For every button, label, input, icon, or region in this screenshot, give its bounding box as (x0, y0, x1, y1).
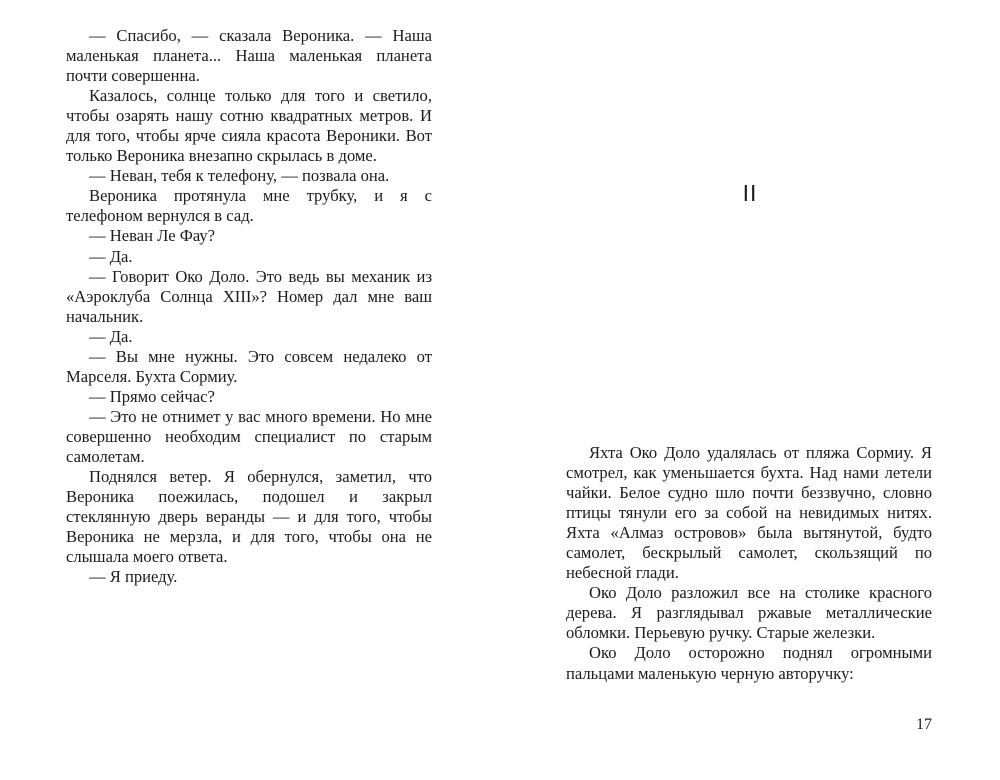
paragraph: Казалось, солнце только для того и светило, чтобы озарять нашу сотню квадратных метров. И для того, чтобы ярче сияла красота Вероники. Вот только Вероника внезапно скрылась в доме. (66, 86, 432, 166)
paragraph: Поднялся ветер. Я обернулся, заметил, что Вероника поежилась, подошел и закрыл стеклянную дверь веранды — и для того, чтобы Вероника не мерзла, и для того, чтобы она не слышала моего ответа. (66, 467, 432, 567)
paragraph: — Спасибо, — сказала Вероника. — Наша маленькая планета... Наша маленькая планета почти совершенна. (66, 26, 432, 86)
paragraph: — Прямо сейчас? (89, 386, 215, 406)
paragraph: Око Доло осторожно поднял огромными пальцами маленькую черную авторучку: (566, 643, 932, 683)
paragraph: Око Доло разложил все на столике красного дерева. Я разглядывал ржавые металлические обломки. Перьевую ручку. Старые железки. (566, 583, 932, 643)
paragraph: Яхта Око Доло удалялась от пляжа Сормиу. Я смотрел, как уменьшается бухта. Над нами летели чайки. Белое судно шло почти беззвучно, словно птицы тянули его за собой на невидимых нитях. Яхта «Алмаз островов» была вытянутой, будто самолет, бескрылый самолет, скользящий по небесной глади. (566, 443, 932, 583)
paragraph: — Это не отнимет у вас много времени. Но мне совершенно необходим специалист по старым самолетам. (66, 406, 432, 466)
chapter-title: II (742, 180, 758, 206)
paragraph: — Я приеду. (89, 567, 178, 587)
page-number: 17 (916, 716, 932, 733)
paragraph: — Неван, тебя к телефону, — позвала она. (89, 166, 390, 186)
paragraph: — Да. (89, 246, 133, 266)
paragraph: — Неван Ле Фау? (89, 226, 216, 246)
left-page-text (66, 26, 432, 587)
right-page (500, 0, 1000, 780)
paragraph: Вероника протянула мне трубку, и я с телефоном вернулся в сад. (66, 186, 432, 226)
paragraph: — Говорит Око Доло. Это ведь вы механик из «Аэроклуба Солнца XIII»? Номер дал мне ваш начальник. (66, 266, 432, 326)
paragraph: — Да. (89, 326, 133, 346)
right-page-text (566, 443, 932, 684)
paragraph: — Вы мне нужны. Это совсем недалеко от Марселя. Бухта Сормиу. (66, 346, 432, 386)
